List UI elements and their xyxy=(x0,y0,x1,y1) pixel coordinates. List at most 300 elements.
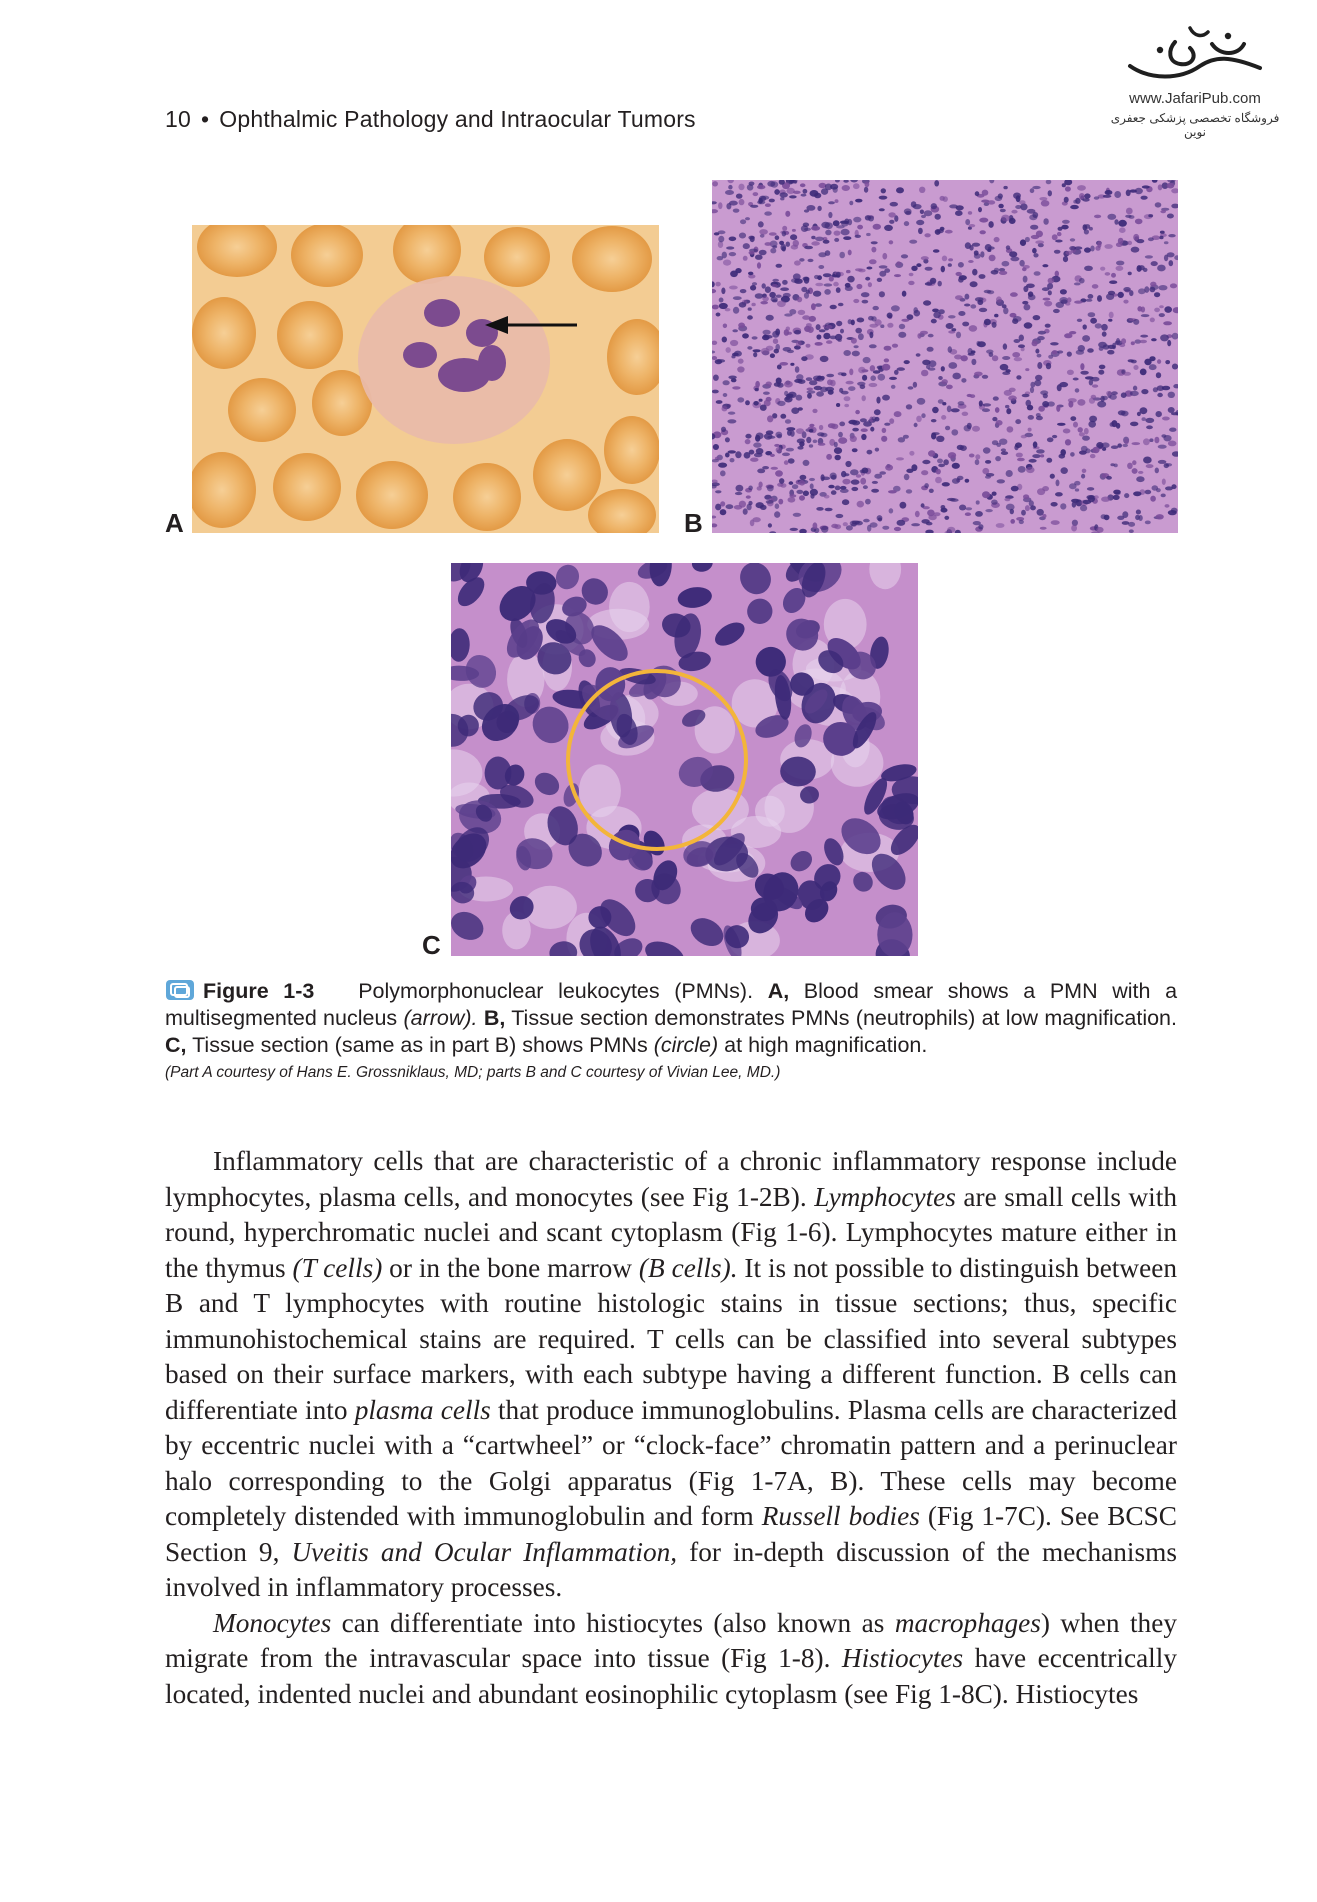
tissue-nucleus xyxy=(834,442,838,448)
tissue-nucleus xyxy=(946,385,953,390)
tissue-nucleus xyxy=(983,403,991,406)
tissue-nucleus xyxy=(1133,491,1141,496)
tissue-nucleus xyxy=(844,404,849,408)
tissue-nucleus xyxy=(716,313,721,317)
tissue-nucleus xyxy=(1034,380,1041,386)
tissue-nucleus xyxy=(1103,195,1112,198)
tissue-nucleus xyxy=(767,485,774,491)
tissue-nucleus xyxy=(826,374,834,377)
tissue-nucleus xyxy=(1031,235,1039,239)
tissue-nucleus xyxy=(1052,234,1058,240)
tissue-nucleus xyxy=(849,201,853,206)
tissue-nucleus xyxy=(995,407,1000,413)
tissue-nucleus xyxy=(1063,256,1068,262)
tissue-nucleus xyxy=(796,341,802,347)
tissue-nucleus xyxy=(723,324,727,329)
tissue-nucleus xyxy=(814,275,819,279)
tissue-nucleus xyxy=(858,367,865,374)
tissue-nucleus xyxy=(1030,225,1038,230)
tissue-nucleus xyxy=(766,382,772,387)
tissue-nucleus xyxy=(1158,460,1167,464)
tissue-nucleus xyxy=(928,334,934,338)
tissue-nucleus xyxy=(1097,241,1101,248)
tissue-nucleus xyxy=(902,291,907,297)
tissue-nucleus xyxy=(1067,297,1072,302)
tissue-nucleus xyxy=(894,411,902,417)
tissue-nucleus xyxy=(735,492,742,495)
book-title: Ophthalmic Pathology and Intraocular Tumors xyxy=(219,106,696,132)
tissue-nucleus xyxy=(996,296,1002,302)
tissue-nucleus xyxy=(974,250,979,255)
tissue-nucleus xyxy=(772,279,779,282)
tissue-nucleus xyxy=(1021,435,1027,439)
tissue-nucleus xyxy=(1123,372,1131,376)
tissue-nucleus xyxy=(1084,428,1089,435)
tissue-nucleus xyxy=(976,500,980,504)
tissue-nucleus xyxy=(874,474,882,479)
tissue-nucleus xyxy=(826,325,833,329)
tissue-nucleus xyxy=(1030,188,1035,193)
tissue-nucleus xyxy=(1132,442,1141,445)
tissue-nucleus xyxy=(823,240,830,244)
tissue-nucleus xyxy=(1097,295,1102,302)
tissue-nucleus xyxy=(1143,457,1152,464)
tissue-nucleus xyxy=(821,474,825,481)
paragraph-1 xyxy=(165,1144,1177,1606)
tissue-nucleus xyxy=(807,388,814,391)
tissue-nucleus xyxy=(1042,264,1048,267)
tissue-nucleus xyxy=(932,432,940,435)
tissue-nucleus xyxy=(736,194,743,199)
tissue-nucleus xyxy=(732,329,738,332)
tissue-nucleus xyxy=(923,300,931,305)
figure-label: Figure 1-3 xyxy=(203,979,315,1003)
tissue-nucleus xyxy=(759,399,763,402)
caption-text-2: Blood smear shows a PMN with a multisegmented nucleus xyxy=(165,979,1178,1030)
tissue-nucleus xyxy=(1014,445,1018,450)
tissue-nucleus xyxy=(867,525,871,532)
tissue-nucleus xyxy=(1083,324,1087,329)
tissue-nucleus xyxy=(747,346,752,350)
tissue-nucleus xyxy=(879,271,886,277)
tissue-nucleus xyxy=(1055,492,1063,496)
tissue-nucleus xyxy=(776,295,782,298)
tissue-nucleus xyxy=(851,338,857,344)
tissue-nucleus xyxy=(935,229,941,235)
tissue-nucleus xyxy=(1082,436,1090,441)
tissue-nucleus xyxy=(745,400,750,405)
tissue-nucleus xyxy=(1106,391,1112,396)
tissue-nucleus xyxy=(1039,197,1047,201)
tissue-nucleus xyxy=(850,436,857,442)
tissue-nucleus xyxy=(761,348,770,355)
tissue-nucleus xyxy=(1001,451,1008,455)
tissue-nucleus xyxy=(766,397,772,402)
tissue-nucleus xyxy=(921,256,929,260)
p1-term-lymphocytes: Lymphocytes xyxy=(814,1181,956,1212)
tissue-nucleus xyxy=(884,225,893,231)
tissue-nucleus xyxy=(811,303,816,310)
tissue-nucleus xyxy=(814,193,821,199)
tissue-nucleus xyxy=(921,370,928,377)
tissue-nucleus xyxy=(1151,261,1158,266)
tissue-nucleus xyxy=(720,470,726,476)
tissue-nucleus xyxy=(816,324,821,330)
tissue-nucleus xyxy=(733,307,739,314)
tissue-nucleus xyxy=(865,182,870,188)
tissue-nucleus xyxy=(1025,368,1029,371)
tissue-nucleus xyxy=(1074,246,1082,249)
tissue-nucleus xyxy=(994,314,998,318)
tissue-nucleus xyxy=(1071,525,1077,532)
tissue-nucleus xyxy=(875,448,879,452)
tissue-nucleus xyxy=(749,251,755,255)
tissue-nucleus xyxy=(908,386,914,389)
tissue-nucleus xyxy=(812,409,817,413)
tissue-nucleus xyxy=(1014,339,1021,343)
tissue-nucleus xyxy=(785,211,790,217)
tissue-nucleus xyxy=(1079,278,1085,284)
tissue-nucleus xyxy=(1077,399,1085,406)
tissue-nucleus xyxy=(913,382,917,388)
tissue-nucleus xyxy=(955,295,963,300)
tissue-nucleus xyxy=(869,344,877,348)
tissue-nucleus xyxy=(969,454,975,458)
tissue-nucleus xyxy=(916,220,924,225)
tissue-nucleus xyxy=(852,428,859,432)
tissue-nucleus xyxy=(855,268,863,271)
tissue-nucleus xyxy=(1042,514,1046,518)
tissue-nucleus xyxy=(766,430,774,434)
tissue-nucleus xyxy=(755,388,759,391)
tissue-nucleus xyxy=(1080,505,1087,511)
tissue-nucleus xyxy=(944,516,949,520)
p1-text: that produce immunoglobulins. Plasma cells are characterized by eccentric nuclei with a “cartwheel” or “clock-face” chromatin pattern and a perinuclear halo corresponding to the Golgi apparatus (Fig 1-7A, B). These cells may become completely distended with immunoglobulin and form xyxy=(165,1394,1177,1531)
tissue-nucleus xyxy=(750,458,758,462)
tissue-nucleus xyxy=(948,263,952,267)
tissue-nucleus xyxy=(979,400,983,406)
tissue-nucleus xyxy=(946,323,954,329)
tissue-nucleus xyxy=(1141,307,1145,313)
tissue-nucleus xyxy=(926,365,930,369)
tissue-nucleus xyxy=(920,210,924,215)
tissue-nucleus xyxy=(785,396,790,400)
tissue-nucleus xyxy=(1004,498,1010,501)
tissue-nucleus xyxy=(890,202,898,207)
tissue-nucleus xyxy=(984,319,991,326)
tissue-nucleus xyxy=(789,494,796,497)
tissue-nucleus xyxy=(921,503,925,507)
tissue-nucleus xyxy=(1058,227,1063,231)
tissue-nucleus xyxy=(1018,466,1026,473)
tissue-nucleus xyxy=(828,390,834,395)
tissue-nucleus xyxy=(735,451,741,458)
tissue-nucleus xyxy=(782,280,788,285)
tissue-nucleus xyxy=(786,427,795,431)
tissue-nucleus xyxy=(1140,335,1148,338)
tissue-nucleus xyxy=(1037,354,1042,358)
tissue-nucleus xyxy=(816,334,821,339)
tissue-nucleus xyxy=(942,256,947,262)
tissue-nucleus xyxy=(1142,417,1146,421)
tissue-nucleus xyxy=(936,469,941,475)
tissue-nucleus xyxy=(1133,386,1137,391)
tissue-nucleus xyxy=(1021,510,1026,516)
tissue-nucleus xyxy=(891,385,896,389)
tissue-nucleus xyxy=(1011,486,1019,492)
tissue-nucleus xyxy=(813,440,818,444)
tissue-nucleus xyxy=(863,519,870,523)
tissue-nucleus xyxy=(723,260,731,266)
p2-text: can differentiate into histiocytes (also known as xyxy=(331,1607,895,1638)
tissue-nucleus xyxy=(1010,292,1018,297)
tissue-nucleus xyxy=(1035,349,1039,354)
tissue-nucleus xyxy=(965,294,970,300)
tissue-nucleus xyxy=(845,461,851,467)
tissue-nucleus xyxy=(811,226,820,231)
caption-bold-c: C, xyxy=(165,1033,187,1057)
tissue-nucleus xyxy=(810,483,814,489)
tissue-nucleus xyxy=(1029,500,1034,506)
tissue-nucleus xyxy=(803,189,808,194)
tissue-nucleus xyxy=(952,463,960,469)
tissue-nucleus xyxy=(1038,331,1046,335)
tissue-nucleus xyxy=(928,515,936,521)
tissue-nucleus xyxy=(877,278,882,282)
tissue-nucleus xyxy=(899,324,905,329)
tissue-nucleus xyxy=(802,315,810,320)
tissue-nucleus xyxy=(1086,299,1093,302)
tissue-nucleus xyxy=(898,437,905,442)
tissue-nucleus xyxy=(1121,411,1129,417)
tissue-nucleus xyxy=(801,194,807,197)
tissue-nucleus xyxy=(1138,288,1146,294)
tissue-nucleus xyxy=(834,238,839,242)
tissue-nucleus xyxy=(866,267,872,270)
tissue-nucleus xyxy=(791,407,799,414)
tissue-nucleus xyxy=(1082,469,1087,473)
tissue-nucleus xyxy=(962,322,969,327)
tissue-nucleus xyxy=(743,508,748,514)
tissue-nucleus xyxy=(789,481,794,485)
tissue-nucleus xyxy=(721,288,725,295)
tissue-nucleus xyxy=(915,511,920,517)
tissue-nucleus xyxy=(836,272,841,278)
tissue-nucleus xyxy=(796,490,803,494)
tissue-nucleus xyxy=(1020,203,1027,210)
tissue-high-mag-image xyxy=(451,563,918,956)
tissue-nucleus xyxy=(956,205,964,210)
tissue-nucleus xyxy=(809,444,813,447)
tissue-nucleus xyxy=(1033,253,1038,257)
tissue-nucleus xyxy=(777,401,785,406)
tissue-nucleus xyxy=(970,304,976,308)
tissue-nucleus xyxy=(1004,390,1012,396)
tissue-nucleus xyxy=(845,286,853,291)
tissue-nucleus xyxy=(1055,240,1063,243)
tissue-nucleus xyxy=(1022,394,1030,398)
tissue-nucleus xyxy=(1017,458,1025,462)
tissue-nucleus xyxy=(738,359,744,364)
tissue-nucleus xyxy=(948,362,957,369)
tissue-nucleus xyxy=(852,521,860,525)
tissue-nucleus xyxy=(882,395,890,401)
tissue-nucleus xyxy=(786,242,790,247)
tissue-nucleus xyxy=(756,433,764,440)
tissue-nucleus xyxy=(1121,338,1126,344)
tissue-nucleus xyxy=(744,452,751,459)
tissue-nucleus xyxy=(1084,193,1090,198)
tissue-nucleus xyxy=(911,523,920,526)
tissue-nucleus xyxy=(904,360,910,364)
tissue-nucleus xyxy=(852,351,860,357)
tissue-nucleus xyxy=(983,447,991,453)
tissue-nucleus xyxy=(1136,476,1144,482)
tissue-nucleus xyxy=(879,291,885,297)
tissue-nucleus xyxy=(858,333,864,340)
tissue-nucleus xyxy=(855,235,861,238)
tissue-nucleus xyxy=(1157,359,1161,364)
tissue-nucleus xyxy=(1161,494,1166,498)
tissue-nucleus xyxy=(889,377,897,380)
tissue-nucleus xyxy=(952,478,960,484)
tissue-nucleus xyxy=(1136,510,1141,515)
p1-term-plasma-cells: plasma cells xyxy=(354,1394,491,1425)
p1-reference-title: Uveitis and Ocular Inflammation, xyxy=(291,1536,678,1567)
tissue-nucleus xyxy=(986,350,993,354)
tissue-nucleus xyxy=(1132,468,1138,474)
tissue-nucleus xyxy=(974,372,983,377)
tissue-nucleus xyxy=(774,189,780,195)
tissue-nucleus xyxy=(921,413,925,418)
tissue-nucleus xyxy=(995,196,1003,201)
panel-label-b: B xyxy=(684,508,703,538)
tissue-nucleus xyxy=(872,481,878,484)
tissue-nucleus xyxy=(966,507,973,510)
tissue-nucleus xyxy=(951,429,958,435)
tissue-nucleus xyxy=(769,199,775,203)
figure-video-icon[interactable] xyxy=(165,979,195,1001)
tissue-nucleus xyxy=(739,233,746,239)
tissue-nucleus xyxy=(1053,309,1060,313)
tissue-nucleus xyxy=(934,180,939,186)
tissue-nucleus xyxy=(1126,208,1133,215)
tissue-nucleus xyxy=(765,203,771,207)
tissue-nucleus xyxy=(862,468,869,474)
tissue-nucleus xyxy=(969,325,978,332)
p1-term-b-cells: (B cells). xyxy=(638,1252,738,1283)
tissue-nucleus xyxy=(846,270,851,273)
tissue-nucleus xyxy=(1087,348,1094,353)
tissue-nucleus xyxy=(826,454,832,460)
tissue-nucleus xyxy=(1052,435,1057,438)
tissue-nucleus xyxy=(719,298,724,303)
tissue-nucleus xyxy=(1010,257,1019,262)
tissue-nucleus xyxy=(1048,355,1053,359)
tissue-nucleus xyxy=(836,287,841,293)
p1-text: are small cells with round, hyperchromatic nuclei and scant cytoplasm (Fig 1-6). Lymphocytes mature either in the thymus xyxy=(165,1181,1178,1283)
tissue-nucleus xyxy=(1156,372,1161,378)
tissue-nucleus xyxy=(850,469,859,475)
tissue-nucleus xyxy=(931,203,937,209)
tissue-nucleus xyxy=(776,378,782,384)
tissue-nucleus xyxy=(784,313,792,316)
tissue-nucleus xyxy=(831,490,837,495)
tissue-nucleus xyxy=(824,283,833,286)
tissue-nucleus xyxy=(1160,210,1166,213)
tissue-nucleus xyxy=(999,271,1007,275)
tissue-nucleus xyxy=(804,246,813,250)
tissue-nucleus xyxy=(1044,301,1052,307)
running-header xyxy=(165,106,696,133)
tissue-nucleus xyxy=(1081,474,1085,479)
tissue-nucleus xyxy=(821,526,828,533)
tissue-nucleus xyxy=(1038,406,1045,412)
tissue-nucleus xyxy=(979,308,987,312)
tissue-nucleus xyxy=(1007,426,1014,432)
tissue-nucleus xyxy=(929,489,934,493)
tissue-nucleus xyxy=(1089,379,1093,385)
tissue-nucleus xyxy=(838,432,843,438)
tissue-nucleus xyxy=(819,329,826,332)
tissue-nucleus xyxy=(748,501,752,505)
tissue-nucleus xyxy=(813,291,821,297)
tissue-nucleus xyxy=(1065,251,1072,255)
tissue-nucleus xyxy=(1114,219,1118,225)
tissue-nucleus xyxy=(821,222,830,228)
tissue-nucleus xyxy=(879,208,885,211)
tissue-nucleus xyxy=(937,459,943,464)
tissue-nucleus xyxy=(1057,384,1062,391)
tissue-nucleus xyxy=(806,323,812,327)
tissue-nucleus xyxy=(1079,432,1085,436)
tissue-nucleus xyxy=(1111,391,1118,395)
tissue-nucleus xyxy=(857,318,865,323)
tissue-nucleus xyxy=(806,290,810,294)
tissue-nucleus xyxy=(1024,322,1033,328)
tissue-nucleus xyxy=(790,528,798,531)
tissue-nucleus xyxy=(961,355,968,361)
tissue-nucleus xyxy=(897,520,906,526)
tissue-nucleus xyxy=(947,406,952,413)
tissue-nucleus xyxy=(725,308,731,311)
tissue-nucleus xyxy=(835,486,841,491)
tissue-nucleus xyxy=(792,229,796,232)
tissue-nucleus xyxy=(1132,460,1136,465)
tissue-nucleus xyxy=(961,378,966,383)
tissue-nucleus xyxy=(721,427,726,432)
tissue-nucleus xyxy=(1041,200,1050,206)
tissue-nucleus xyxy=(925,267,933,271)
tissue-nucleus xyxy=(815,303,822,307)
tissue-nucleus xyxy=(978,524,983,529)
tissue-nucleus xyxy=(730,458,735,462)
tissue-nucleus xyxy=(1082,335,1090,342)
tissue-nucleus xyxy=(1009,218,1016,224)
tissue-nucleus xyxy=(830,305,837,310)
tissue-nucleus xyxy=(1129,529,1134,533)
tissue-nucleus xyxy=(1032,341,1038,347)
tissue-nucleus xyxy=(726,246,734,249)
tissue-nucleus xyxy=(1102,396,1108,400)
tissue-nucleus xyxy=(1090,318,1097,324)
figure-panel-c xyxy=(451,563,918,956)
tissue-nucleus xyxy=(897,367,905,371)
tissue-nucleus xyxy=(1135,515,1140,520)
tissue-nucleus xyxy=(1023,276,1028,283)
tissue-nucleus xyxy=(771,297,778,302)
tissue-nucleus xyxy=(870,427,874,432)
